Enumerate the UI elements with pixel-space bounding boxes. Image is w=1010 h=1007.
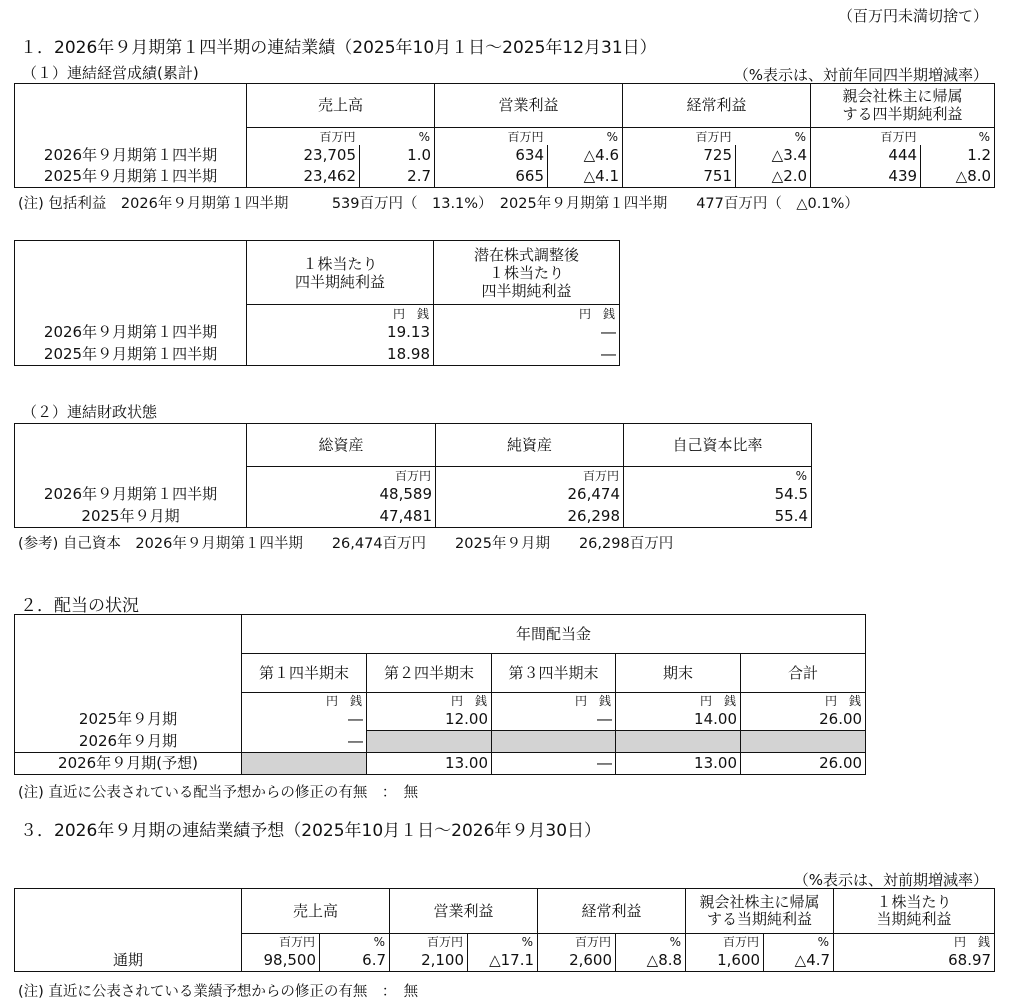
unit-note: （百万円未満切捨て） [837, 7, 988, 25]
header-year-end: 期末 [616, 654, 741, 693]
section1-sub1: （１）連結経営成績(累計) [22, 64, 199, 82]
comprehensive-income-note: (注) 包括利益 2026年９月期第１四半期 539百万円（ 13.1%） 2025年９月期第１四半期 477百万円（ △0.1%） [18, 196, 859, 212]
forecast-table: 売上高 営業利益 経常利益 親会社株主に帰属 する当期純利益 １株当たり 当期純利益 百万円 % 百万円 % 百万円 % 百万円 % 円 銭 通期 98,500 6.7 2,100 △17.1 2,600 △8.8 1,600 △4.7 68.97 [14, 888, 995, 972]
table-row: 2026年９月期第１四半期 23,705 1.0 634 △4.6 725 △3.4 444 1.2 [15, 145, 995, 166]
header-q2-end: 第２四半期末 [367, 654, 492, 693]
table-row: 2025年９月期第１四半期 23,462 2.7 665 △4.1 751 △2.0 439 △8.0 [15, 166, 995, 188]
section1-sub1-note: （%表示は、対前年同四半期増減率） [733, 66, 988, 84]
table-row: 2026年９月期(予想) 13.00 ― 13.00 26.00 [15, 753, 866, 775]
table-row: 2026年９月期 ― [15, 731, 866, 753]
corner-cell [15, 84, 247, 128]
section1-title: １．2026年９月期第１四半期の連結業績（2025年10月１日～2025年12月31日） [20, 38, 657, 58]
header-operating-income: 営業利益 [435, 84, 623, 128]
header-sales: 売上高 [242, 889, 390, 934]
table-row: 2025年９月期第１四半期 18.98 ― [15, 344, 620, 366]
dividends-table: 年間配当金 第１四半期末 第２四半期末 第３四半期末 期末 合計 円 銭 円 銭 円 銭 円 銭 円 銭 2025年９月期 ― 12.00 ― 14.00 26.00 2026年９月期 ― 2026年９月期(予想) 13.00 ― 13.00 26.00 [14, 614, 866, 775]
header-total-assets: 総資産 [247, 424, 436, 467]
header-total: 合計 [741, 654, 866, 693]
table-row: 2025年９月期 ― 12.00 ― 14.00 26.00 [15, 709, 866, 731]
section2-title: ２．配当の状況 [20, 596, 139, 616]
header-ordinary-income: 経常利益 [623, 84, 811, 128]
table-row: 2026年９月期第１四半期 19.13 ― [15, 322, 620, 344]
section3-note-top: （%表示は、対前期増減率） [793, 871, 988, 889]
header-annual-dividend: 年間配当金 [242, 615, 866, 654]
header-eps: １株当たり 当期純利益 [834, 889, 995, 934]
results-table: 売上高 営業利益 経常利益 親会社株主に帰属 する四半期純利益 百万円 % 百万円 % 百万円 % 百万円 % 2026年９月期第１四半期 23,705 1.0 634 △4.6 725 △3.4 444 1.2 2025年９月期第１四半期 23,462 2.7 665 △4.1 751 △2.0 439 △8.0 [14, 83, 995, 188]
table-row: 通期 98,500 6.7 2,100 △17.1 2,600 △8.8 1,600 △4.7 68.97 [15, 950, 995, 972]
header-net-income: 親会社株主に帰属 する当期純利益 [686, 889, 834, 934]
table-row: 2026年９月期第１四半期 48,589 26,474 54.5 [15, 484, 812, 506]
header-operating-income: 営業利益 [390, 889, 538, 934]
header-q1-end: 第１四半期末 [242, 654, 367, 693]
header-sales: 売上高 [247, 84, 435, 128]
dividend-revision-note: (注) 直近に公表されている配当予想からの修正の有無 ： 無 [18, 785, 419, 801]
financial-position-table: 総資産 純資産 自己資本比率 百万円 百万円 % 2026年９月期第１四半期 48,589 26,474 54.5 2025年９月期 47,481 26,298 55.4 [14, 423, 812, 528]
header-equity-ratio: 自己資本比率 [624, 424, 812, 467]
header-eps: １株当たり 四半期純利益 [247, 241, 434, 305]
section1-sub2: （２）連結財政状態 [22, 403, 158, 421]
section3-title: ３．2026年９月期の連結業績予想（2025年10月１日～2026年９月30日） [20, 821, 602, 841]
eps-table: １株当たり 四半期純利益 潜在株式調整後 １株当たり 四半期純利益 円 銭 円 銭 2026年９月期第１四半期 19.13 ― 2025年９月期第１四半期 18.98 ― [14, 240, 620, 366]
header-ordinary-income: 経常利益 [538, 889, 686, 934]
forecast-revision-note: (注) 直近に公表されている業績予想からの修正の有無 ： 無 [18, 984, 419, 1000]
equity-reference-note: (参考) 自己資本 2026年９月期第１四半期 26,474百万円 2025年９月期 26,298百万円 [18, 536, 674, 552]
table-row: 2025年９月期 47,481 26,298 55.4 [15, 506, 812, 528]
header-q3-end: 第３四半期末 [492, 654, 616, 693]
header-net-income: 親会社株主に帰属 する四半期純利益 [811, 84, 995, 128]
header-net-assets: 純資産 [436, 424, 624, 467]
header-diluted-eps: 潜在株式調整後 １株当たり 四半期純利益 [434, 241, 620, 305]
